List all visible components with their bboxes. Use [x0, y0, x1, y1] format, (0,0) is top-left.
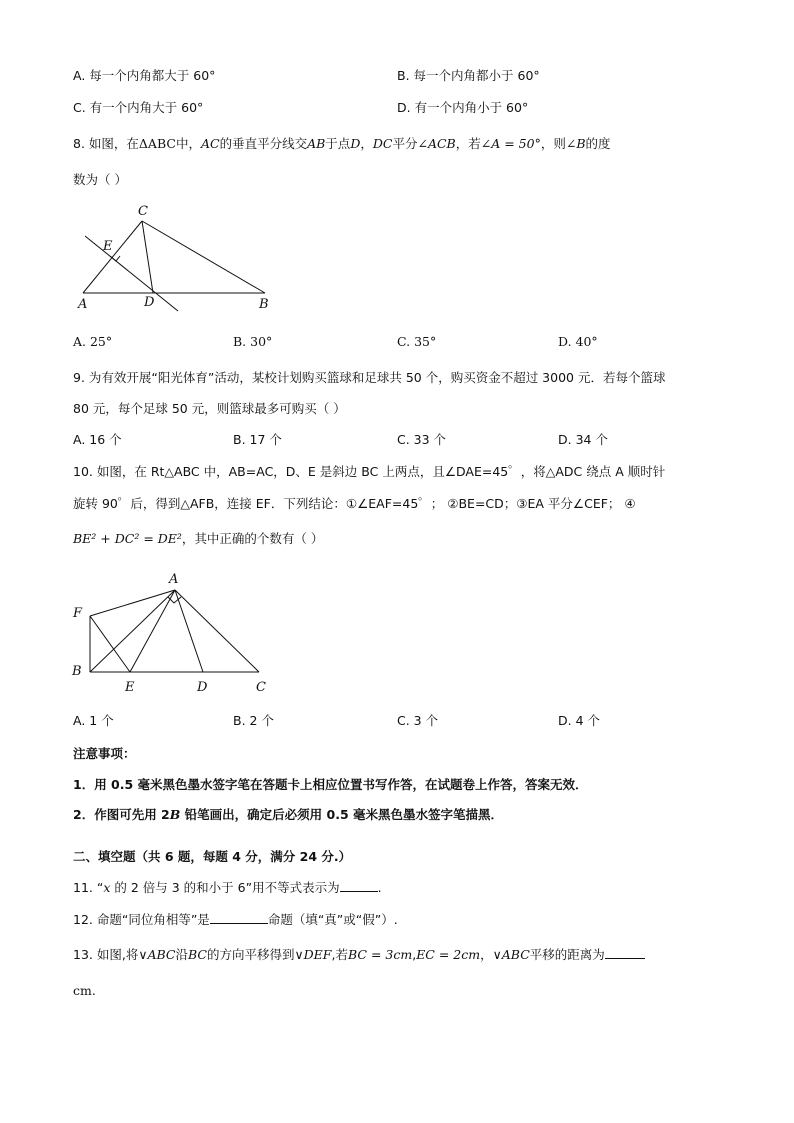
- q11-text: 11. “: [73, 880, 104, 895]
- q8-text: ，若: [455, 136, 481, 151]
- q8-text: ，: [360, 136, 373, 151]
- q8-text: 的度: [585, 136, 611, 151]
- q10-stem-line2: 旋转 90゜后，得到△AFB，连接 EF．下列结论：①∠EAF=45゜； ②BE=CD；③EA 平分∠CEF； ④: [73, 496, 636, 511]
- q11-answer-blank[interactable]: [340, 879, 378, 892]
- q8-ab: AB: [307, 136, 326, 151]
- q8-condition: ∠A = 50°: [480, 136, 541, 151]
- q8-option-b: B. 30°: [233, 334, 273, 349]
- q9-option-d: D. 34 个: [558, 432, 608, 447]
- q8-option-a: A. 25°: [73, 334, 113, 349]
- q10-label-d: D: [197, 680, 208, 695]
- q13-unit: cm: [73, 983, 92, 998]
- q13-condition-ec: EC = 2cm: [416, 947, 481, 962]
- q8-figure: [70, 200, 285, 315]
- q13-stem-line1: [73, 946, 645, 964]
- q8-stem-line1: [73, 135, 611, 153]
- q8-text: 平分: [392, 136, 418, 151]
- q8-stem-line2: 数为（ ）: [73, 172, 127, 187]
- q7-option-a: A. 每一个内角都大于 60°: [73, 68, 216, 83]
- q9-option-c: C. 33 个: [397, 432, 447, 447]
- q9-stem-line2: 80 元，每个足球 50 元，则篮球最多可购买（ ）: [73, 401, 346, 416]
- q8-angle-acb: ∠ACB: [417, 136, 456, 151]
- q9-stem-line1: 9. 为有效开展“阳光体育”活动，某校计划购买篮球和足球共 50 个，购买资金不超过 3000 元．若每个篮球: [73, 370, 666, 385]
- q13-text: .: [91, 983, 96, 998]
- q10-option-d: D. 4 个: [558, 713, 600, 728]
- q10-segment-ad: [175, 590, 203, 672]
- q10-label-e: E: [125, 680, 135, 695]
- q12-answer-blank[interactable]: [210, 911, 268, 924]
- q8-segment-ac: [83, 221, 142, 293]
- q10-segment-fa: [90, 590, 175, 616]
- q10-stem-line3: [73, 530, 323, 548]
- q12-text: 命题（填“真”或“假”）.: [267, 912, 398, 927]
- q8-triangle: ΔABC: [138, 136, 176, 151]
- notes-item-2: [73, 806, 503, 824]
- q10-label-a: A: [169, 572, 179, 587]
- q11-text: 的 2 倍与 3 的和小于 6”用不等式表示为: [110, 880, 340, 895]
- q10-stem-line1: 10. 如图，在 Rt△ABC 中，AB=AC，D、E 是斜边 BC 上两点，且∠DAE=45゜，将△ADC 绕点 A 顺时针: [73, 464, 666, 479]
- q10-figure: [68, 568, 278, 698]
- q13-text: ，: [480, 947, 493, 962]
- q10-label-b: B: [72, 664, 82, 679]
- q8-label-a: A: [78, 297, 88, 312]
- q8-label-d: D: [144, 295, 155, 310]
- q7-option-b: B. 每一个内角都小于 60°: [397, 68, 540, 83]
- q11-text: .: [377, 880, 382, 895]
- q8-d: D: [350, 136, 361, 151]
- notes-text: 2．作图可先用 2: [73, 807, 170, 822]
- q9-option-a: A. 16 个: [73, 432, 122, 447]
- notes-item-1: 1．用 0.5 毫米黑色墨水签字笔在答题卡上相应位置书写作答，在试题卷上作答，答案无效．: [73, 777, 588, 792]
- q8-label-e: E: [103, 239, 113, 254]
- q12-text: 12. 命题“同位角相等”是: [73, 912, 210, 927]
- q7-option-d: D. 有一个内角小于 60°: [397, 100, 529, 115]
- q13-text: 13. 如图,将: [73, 947, 139, 962]
- q13-triangle-abc: ∨ABC: [138, 947, 176, 962]
- q10-segment-ae: [130, 590, 175, 672]
- q8-option-d: D. 40°: [558, 334, 598, 349]
- q13-answer-blank[interactable]: [605, 946, 645, 959]
- q8-angle-b: ∠B: [565, 136, 586, 151]
- q13-text: 平移的距离为: [529, 947, 605, 962]
- q8-text: 的垂直平分线交: [219, 136, 308, 151]
- q13-condition-bc: BC = 3cm: [347, 947, 413, 962]
- q8-text: 中，: [175, 136, 201, 151]
- q13-text: 的方向平移得到: [207, 947, 295, 962]
- q13-bc: BC: [188, 947, 207, 962]
- q10-label-c: C: [256, 680, 266, 695]
- q8-text: 于点: [325, 136, 351, 151]
- q8-text: ，则: [540, 136, 566, 151]
- q10-formula: BE² + DC² = DE²: [73, 531, 182, 546]
- section2-title: 二、填空题（共 6 题，每题 4 分，满分 24 分.）: [73, 849, 352, 864]
- q12-stem: [73, 911, 398, 929]
- q13-text: 沿: [175, 947, 189, 962]
- q10-segment-ac: [175, 590, 259, 672]
- q8-text: 8. 如图，在: [73, 136, 139, 151]
- q11-variable-x: x: [103, 880, 111, 895]
- q9-option-b: B. 17 个: [233, 432, 282, 447]
- q8-option-c: C. 35°: [397, 334, 437, 349]
- q10-stem-rest: ，其中正确的个数有（ ）: [181, 531, 324, 546]
- q10-segment-fe: [90, 616, 130, 672]
- q8-dc: DC: [372, 136, 393, 151]
- q10-segment-ba: [90, 590, 175, 672]
- q13-triangle-def: ∨DEF: [294, 947, 332, 962]
- q8-segment-cb: [142, 221, 265, 293]
- notes-text: 铅笔画出，确定后必须用 0.5 毫米黑色墨水签字笔描黑．: [180, 807, 504, 822]
- q13-triangle-abc: ∨ABC: [492, 947, 530, 962]
- q10-option-a: A. 1 个: [73, 713, 114, 728]
- q10-option-c: C. 3 个: [397, 713, 439, 728]
- q13-text: ,: [412, 947, 417, 962]
- q10-option-b: B. 2 个: [233, 713, 274, 728]
- q7-option-c: C. 有一个内角大于 60°: [73, 100, 204, 115]
- q8-segment-cd: [142, 221, 153, 293]
- q13-stem-line2: [73, 982, 96, 1000]
- notes-pencil-grade: B: [169, 807, 181, 822]
- q8-ac: AC: [200, 136, 220, 151]
- q8-label-c: C: [138, 204, 148, 219]
- notes-title: 注意事项：: [73, 746, 136, 761]
- q8-label-b: B: [259, 297, 269, 312]
- q13-text: ,若: [331, 947, 348, 962]
- q11-stem: [73, 879, 382, 897]
- q10-label-f: F: [73, 606, 83, 621]
